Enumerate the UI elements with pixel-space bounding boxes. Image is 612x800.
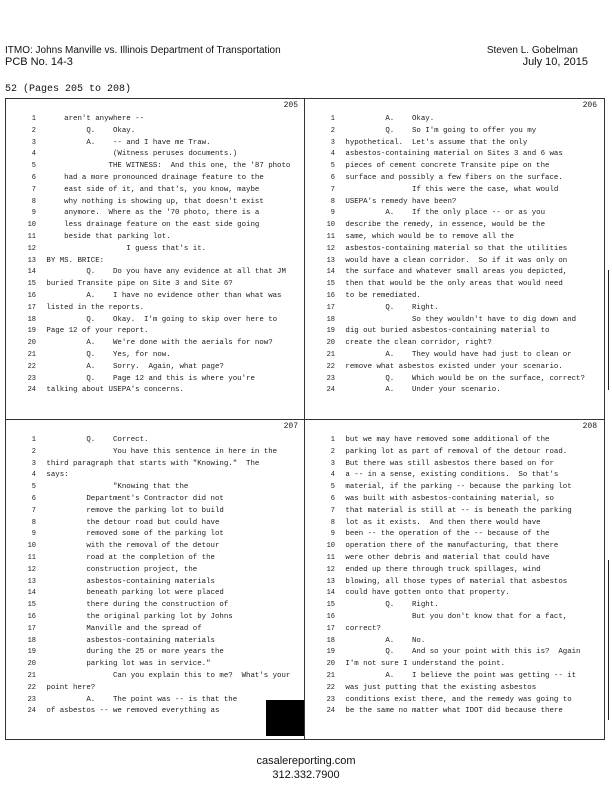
transcript-line: 10 with the removal of the detour [27,542,220,551]
transcript-line: 23 A. The point was -- is that the [27,695,238,704]
transcript-line: 17 Manville and the spread of [27,624,202,633]
transcript-line: 13 would have a clean corridor. So if it was only on [326,256,568,265]
transcript-line: 23 conditions exist there, and the remedy was going to [326,695,572,704]
transcript-line: 10 less drainage feature on the east side going [27,221,260,230]
transcript-line: 13 blowing, all those types of material that asbestos [326,577,568,586]
transcript-line: 9 been -- the operation of the -- because of the [330,530,550,539]
transcript-line: 24 of asbestos -- we removed everything as [27,707,220,716]
transcript-line: 6 surface and possibly a few fibers on the surface. [330,174,563,182]
transcript-line: 21 Can you explain this to me? What's your [27,672,291,680]
transcript-line: 11 were other debris and material that could have [326,554,550,562]
transcript-line: 22 was just putting that the existing asbestos [326,683,537,692]
transcript-line: 21 A. They would have had just to clean or [326,351,572,359]
transcript-line: 21 Q. Yes, for now. [27,351,171,359]
transcript-line: 4 (Witness peruses documents.) [31,150,238,159]
transcript-line: 21 A. I believe the point was getting -- it [326,672,577,680]
page-number: 205 [283,101,298,110]
transcript-line: 10 operation there of the manufacturing, that there [326,542,559,551]
transcript-line: 19 during the 25 or more years the [27,648,224,657]
transcript-line: 12 construction project, the [27,565,198,574]
transcript-line: 8 why nothing is showing up, that doesn't exist [31,197,264,206]
transcript-line: 3 third paragraph that starts with "Knowing." The [31,459,260,468]
transcript-line: 7 remove the parking lot to build [31,506,224,515]
redaction-block [266,700,304,736]
transcript-line: 10 describe the remedy, in essence, would be the [326,221,546,230]
transcript-line: 19 dig out buried asbestos-containing material to [326,327,550,336]
transcript-line: 1 aren't anywhere -- [31,115,145,123]
page-number: 206 [582,101,597,110]
transcript-line: 19 Page 12 of your report. [27,327,149,336]
transcript-line: 5 material, if the parking -- because the parking lot [330,483,572,492]
transcript-line: 17 correct? [326,624,381,633]
transcript-page-208 [305,420,603,739]
transcript-line: 2 You have this sentence in here in the [31,447,278,456]
transcript-line: 8 the detour road but could have [31,518,220,527]
transcript-line: 12 I guess that's it. [27,244,207,253]
transcript-line: 3 But there was still asbestos there based on for [330,459,554,468]
transcript-line: 8 lot as it exists. And then there would have [330,518,541,527]
transcript-line: 18 So they wouldn't have to dig down and [326,315,577,324]
transcript-line: 16 to be remediated. [326,292,421,300]
transcript-line: 8 USEPA's remedy have been? [330,197,457,206]
transcript-line: 5 "Knowing that the [31,483,189,492]
transcript-line: 3 A. -- and I have me Traw. [31,138,211,147]
transcript-line: 15 Q. Right. [326,601,439,610]
transcript-line: 15 then that would be the only areas that would need [326,280,563,289]
transcript-line: 20 A. We're done with the aerials for now? [27,339,273,348]
transcript-line: 5 THE WITNESS: And this one, the '87 photo [31,162,291,171]
transcript-line: 14 Q. Do you have any evidence at all that JM [27,268,286,277]
transcript-line: 13 asbestos-containing materials [27,577,215,586]
transcript-page-205 [6,99,304,419]
transcript-line: 7 that material is still at -- is beneath the parking [330,506,572,515]
transcript-line: 24 A. Under your scenario. [326,386,501,395]
transcript-line: 14 beneath parking lot were placed [27,589,224,598]
page-number: 208 [582,422,597,431]
transcript-line: 12 asbestos-containing material so that the utilities [326,244,568,253]
transcript-line: 2 parking lot as part of removal of the detour road. [330,447,568,456]
transcript-line: 11 same, which would be to remove all the [326,233,514,241]
footer-website: casalereporting.com [256,755,356,767]
transcript-line: 2 Q. So I'm going to offer you my [330,126,537,135]
case-number: PCB No. 14-3 [5,56,73,68]
transcript-line: 11 road at the completion of the [27,554,215,562]
scan-edge-mark [608,270,609,390]
transcript-line: 4 asbestos-containing material on Sites 3 and 6 was [330,150,563,159]
transcript-line: 5 pieces of cement concrete Transite pipe on the [330,162,550,171]
transcript-line: 6 had a more pronounced drainage feature to the [31,174,264,182]
transcript-page-206 [305,99,603,419]
transcript-line: 9 anymore. Where as the '70 photo, there is a [31,209,260,218]
transcript-line: 16 the original parking lot by Johns [27,613,233,621]
transcript-line: 18 asbestos-containing materials [27,636,215,645]
transcript-line: 23 Q. Which would be on the surface, correct? [326,374,585,383]
transcript-line: 17 Q. Right. [326,303,439,312]
transcript-line: 4 a -- in a sense, existing conditions. So that's [330,471,559,480]
transcript-line: 4 says: [31,471,69,480]
transcript-line: 9 A. If the only place -- or as you [330,209,546,218]
transcript-line: 7 east side of it, and that's, you know, maybe [31,185,260,194]
transcript-line: 16 But you don't know that for a fact, [326,613,568,621]
transcript-line: 24 be the same no matter what IDOT did because there [326,707,563,716]
transcript-line: 20 I'm not sure I understand the point. [326,660,506,669]
transcript-line: 14 could have gotten onto that property. [326,589,510,598]
transcript-line: 1 but we may have removed some additional of the [330,436,550,444]
transcript-line: 11 beside that parking lot. [27,233,171,241]
transcript-line: 6 was built with asbestos-containing material, so [330,495,554,503]
transcript-line: 17 listed in the reports. [27,303,145,312]
transcript-line: 6 Department's Contractor did not [31,495,224,503]
footer-phone: 312.332.7900 [272,769,340,781]
transcript-line: 12 ended up there through truck spillages, wind [326,565,541,574]
transcript-line: 22 point here? [27,683,96,692]
witness-name: Steven L. Gobelman [486,45,578,56]
case-title: ITMO: Johns Manville vs. Illinois Department of Transportation [5,45,281,56]
transcript-line: 19 Q. And so your point with this is? Again [326,648,581,657]
transcript-line: 9 removed some of the parking lot [31,530,224,539]
transcript-line: 1 Q. Correct. [31,436,149,444]
page-number: 207 [283,422,298,431]
transcript-line: 2 Q. Okay. [31,126,136,135]
transcript-line: 15 buried Transite pipe on Site 3 and Site 6? [27,280,233,289]
transcript-line: 23 Q. Page 12 and this is where you're [27,374,255,383]
transcript-line: 3 hypothetical. Let's assume that the only [330,138,528,147]
transcript-line: 22 remove what asbestos existed under your scenario. [326,362,563,371]
deposition-date: July 10, 2015 [522,56,588,68]
transcript-line: 14 the surface and whatever small areas you depicted, [326,268,568,277]
transcript-page-207 [6,420,304,739]
transcript-line: 20 create the clean corridor, right? [326,339,492,348]
transcript-line: 16 A. I have no evidence other than what was [27,292,282,300]
pages-label: 52 (Pages 205 to 208) [5,84,132,95]
transcript-line: 20 parking lot was in service." [27,660,211,669]
transcript-line: 22 A. Sorry. Again, what page? [27,362,224,371]
transcript-line: 1 A. Okay. [330,115,435,123]
transcript-line: 13 BY MS. BRICE: [27,256,105,265]
transcript-line: 18 Q. Okay. I'm going to skip over here to [27,315,278,324]
transcript-line: 7 If this were the case, what would [330,185,559,194]
transcript-line: 18 A. No. [326,636,426,645]
transcript-line: 15 there during the construction of [27,601,229,610]
transcript-line: 24 talking about USEPA's concerns. [27,386,184,395]
scan-edge-mark [608,560,609,720]
